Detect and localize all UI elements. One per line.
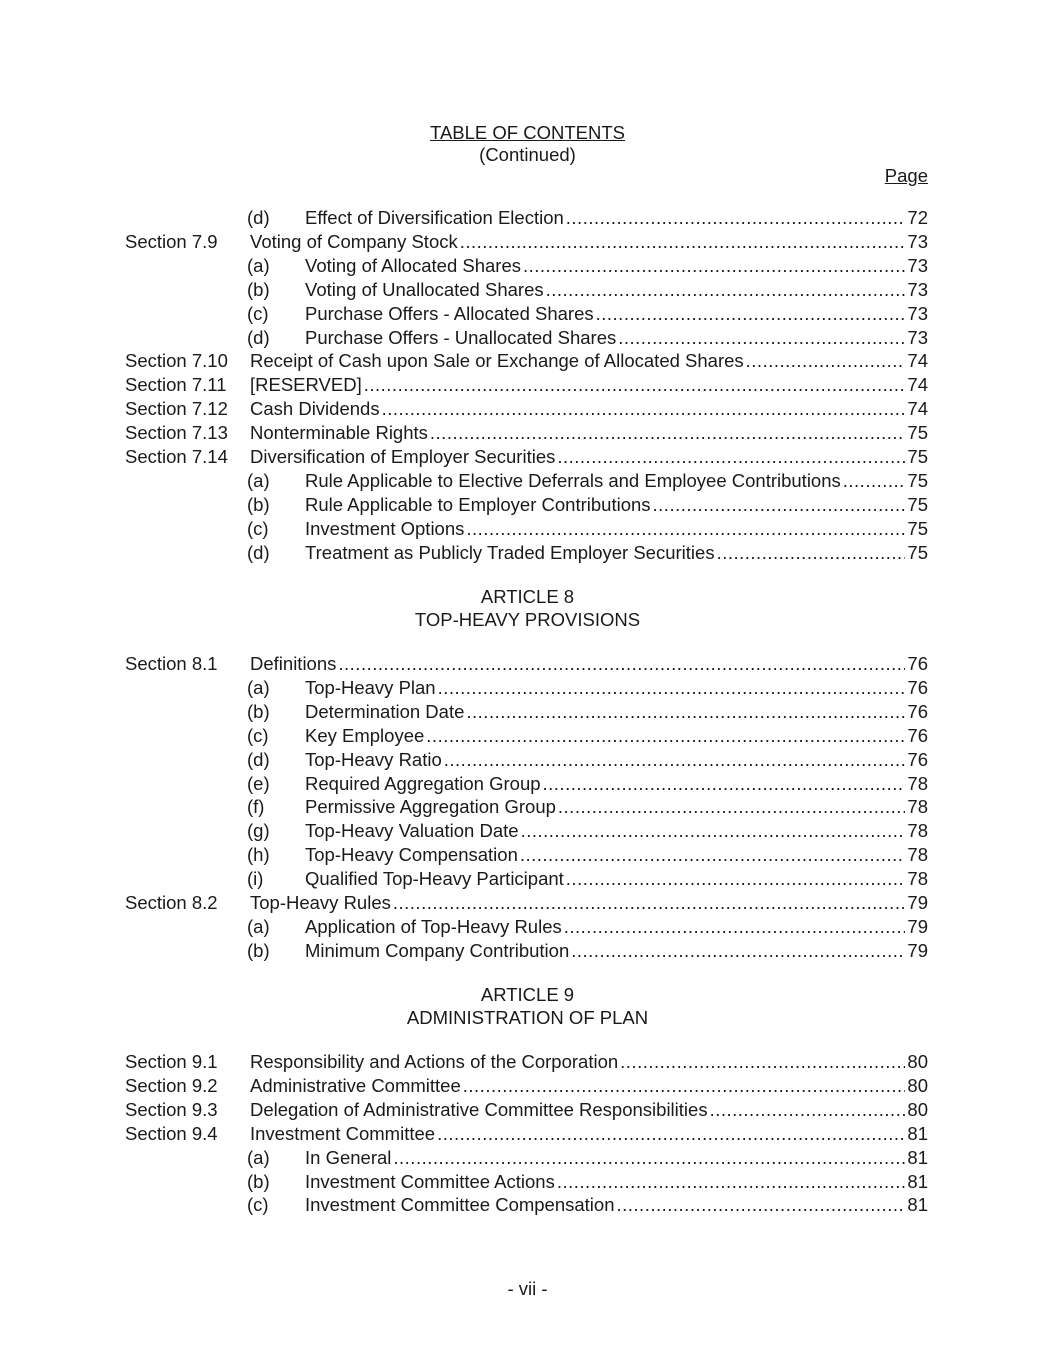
toc-dot-leader (438, 676, 906, 700)
toc-entry[interactable] (0, 843, 1055, 867)
toc-subsection-letter: (d) (247, 541, 270, 563)
toc-page-number: 79 (907, 939, 928, 961)
toc-subsection-letter: (h) (247, 844, 270, 866)
toc-page-number: 81 (907, 1170, 928, 1192)
toc-entry-title: Delegation of Administrative Committee Responsibilities (250, 1098, 708, 1120)
toc-leader-line (250, 1050, 928, 1074)
toc-dot-leader (546, 278, 906, 302)
toc-section-number: Section 7.12 (125, 398, 228, 420)
toc-entry[interactable] (0, 278, 1055, 302)
toc-entry[interactable] (0, 915, 1055, 939)
toc-entry[interactable] (0, 302, 1055, 326)
toc-leader-line (305, 676, 928, 700)
toc-dot-leader (466, 700, 905, 724)
toc-entry-title: Purchase Offers - Allocated Shares (305, 302, 594, 324)
toc-dot-leader (444, 748, 906, 772)
toc-entry[interactable] (0, 867, 1055, 891)
toc-subsection-letter: (d) (247, 326, 270, 348)
toc-section-number: Section 7.9 (125, 230, 218, 252)
toc-entry-title: Treatment as Publicly Traded Employer Securities (305, 541, 715, 563)
toc-entry[interactable] (0, 939, 1055, 963)
toc-leader-line (305, 541, 928, 565)
toc-leader-line (250, 891, 928, 915)
toc-dot-leader (520, 843, 906, 867)
toc-entry-title: Investment Committee Actions (305, 1170, 555, 1192)
toc-entry-title: Effect of Diversification Election (305, 207, 564, 228)
toc-leader-line (305, 1193, 928, 1217)
toc-page-number: 72 (907, 207, 928, 228)
toc-page-number: 81 (907, 1122, 928, 1144)
toc-entry-title: Application of Top-Heavy Rules (305, 915, 562, 937)
toc-page-number: 76 (907, 724, 928, 746)
toc-dot-leader (543, 772, 906, 796)
toc-subsection-letter: (a) (247, 676, 270, 698)
toc-entry-title: Top-Heavy Plan (305, 676, 436, 698)
toc-section-number: Section 9.1 (125, 1051, 218, 1072)
toc-subsection-letter: (c) (247, 517, 269, 539)
toc-entry[interactable] (0, 1050, 1055, 1074)
toc-page-number: 80 (907, 1074, 928, 1096)
toc-leader-line (250, 445, 928, 469)
toc-dot-leader (382, 397, 906, 421)
toc-section-number: Section 7.13 (125, 422, 228, 444)
toc-page-number: 74 (907, 374, 928, 396)
toc-entry[interactable] (0, 230, 1055, 254)
toc-entry[interactable] (0, 1098, 1055, 1122)
toc-page-number: 78 (907, 772, 928, 794)
toc-entry-title: Voting of Allocated Shares (305, 254, 521, 276)
toc-leader-line (305, 843, 928, 867)
toc-subsection-letter: (a) (247, 469, 270, 491)
toc-page-number: 79 (907, 915, 928, 937)
toc-subsection-letter: (a) (247, 915, 270, 937)
toc-leader-line (305, 1146, 928, 1170)
toc-section-number: Section 7.10 (125, 350, 228, 372)
toc-entry[interactable] (0, 206, 1055, 230)
toc-page-number: 75 (907, 469, 928, 491)
toc-entry[interactable] (0, 1122, 1055, 1146)
toc-entry-title: Purchase Offers - Unallocated Shares (305, 326, 617, 348)
toc-dot-leader (618, 326, 905, 350)
toc-page-number: 78 (907, 844, 928, 866)
toc-dot-leader (564, 915, 906, 939)
toc-entry-title: [RESERVED] (250, 374, 362, 396)
toc-entry[interactable] (0, 1146, 1055, 1170)
toc-dot-leader (364, 373, 906, 397)
toc-leader-line (250, 230, 928, 254)
toc-entry-title: Voting of Unallocated Shares (305, 278, 544, 300)
toc-page-number: 81 (907, 1194, 928, 1216)
toc-entry-title: Cash Dividends (250, 398, 380, 420)
toc-leader-line (305, 724, 928, 748)
toc-dot-leader (571, 939, 905, 963)
toc-entry[interactable] (0, 1074, 1055, 1098)
toc-entry[interactable] (0, 421, 1055, 445)
toc-entry-title: Top-Heavy Valuation Date (305, 820, 519, 842)
toc-entry[interactable] (0, 891, 1055, 915)
toc-entry-title: Top-Heavy Compensation (305, 844, 518, 866)
toc-page-number: 75 (907, 422, 928, 444)
toc-entry[interactable] (0, 541, 1055, 565)
toc-leader-line (250, 652, 928, 676)
toc-page-number: 80 (907, 1098, 928, 1120)
article-9-title: ADMINISTRATION OF PLAN (406, 1007, 649, 1028)
toc-subsection-letter: (e) (247, 772, 270, 794)
toc-dot-leader (617, 1193, 906, 1217)
toc-entry[interactable] (0, 772, 1055, 796)
toc-section-number: Section 9.4 (125, 1122, 218, 1144)
toc-page-number: 81 (907, 1146, 928, 1168)
toc-entry-title: Top-Heavy Rules (250, 892, 391, 913)
toc-entry-title: Top-Heavy Ratio (305, 748, 442, 770)
toc-entry-title: Investment Committee Compensation (305, 1194, 615, 1216)
toc-continued-label: (Continued) (479, 144, 576, 165)
toc-entry[interactable] (0, 469, 1055, 493)
toc-entry-title: Required Aggregation Group (305, 772, 541, 794)
toc-page-number: 78 (907, 820, 928, 842)
page-column-label: Page (884, 165, 928, 186)
toc-subsection-letter: (c) (247, 1194, 269, 1216)
toc-entry[interactable] (0, 254, 1055, 278)
toc-page-number: 73 (907, 278, 928, 300)
toc-leader-line (305, 254, 928, 278)
toc-subsection-letter: (c) (247, 302, 269, 324)
toc-dot-leader (393, 1146, 905, 1170)
toc-leader-line (305, 469, 928, 493)
toc-entry-title: Receipt of Cash upon Sale or Exchange of Allocated Shares (250, 350, 744, 372)
toc-leader-line (305, 795, 928, 819)
toc-section-number: Section 9.3 (125, 1098, 218, 1120)
toc-entry-title: Rule Applicable to Employer Contributions (305, 493, 651, 515)
toc-subsection-letter: (d) (247, 748, 270, 770)
toc-page-number: 73 (907, 326, 928, 348)
toc-leader-line (305, 517, 928, 541)
toc-subsection-letter: (b) (247, 939, 270, 961)
toc-entry[interactable] (0, 373, 1055, 397)
toc-leader-line (250, 421, 928, 445)
toc-entry[interactable] (0, 349, 1055, 373)
toc-subsection-letter: (b) (247, 700, 270, 722)
toc-leader-line (250, 1074, 928, 1098)
toc-entry[interactable] (0, 493, 1055, 517)
toc-page-number: 79 (907, 892, 928, 913)
article-8-number: ARTICLE 8 (480, 586, 575, 607)
toc-entry-title: Investment Options (305, 517, 465, 539)
toc-leader-line (250, 349, 928, 373)
toc-subsection-letter: (d) (247, 207, 270, 228)
toc-dot-leader (843, 469, 906, 493)
toc-section-number: Section 8.1 (125, 653, 218, 674)
toc-entry[interactable] (0, 819, 1055, 843)
toc-dot-leader (430, 421, 906, 445)
toc-dot-leader (426, 724, 905, 748)
toc-section-number: Section 7.11 (125, 374, 227, 396)
toc-entry-title: Responsibility and Actions of the Corporation (250, 1051, 619, 1072)
toc-entry-title: Determination Date (305, 700, 465, 722)
toc-page-number: 78 (907, 796, 928, 818)
toc-dot-leader (393, 891, 906, 915)
toc-entry-title: Permissive Aggregation Group (305, 796, 556, 818)
toc-page-number: 74 (907, 398, 928, 420)
toc-leader-line (305, 819, 928, 843)
toc-leader-line (305, 1170, 928, 1194)
toc-entry-title: Investment Committee (250, 1122, 436, 1144)
toc-dot-leader (466, 517, 905, 541)
toc-dot-leader (463, 1074, 906, 1098)
toc-entry[interactable] (0, 724, 1055, 748)
toc-leader-line (305, 867, 928, 891)
toc-dot-leader (717, 541, 906, 565)
toc-leader-line (250, 373, 928, 397)
toc-subsection-letter: (a) (247, 254, 270, 276)
toc-subsection-letter: (c) (247, 724, 269, 746)
toc-page-number: 75 (907, 493, 928, 515)
toc-dot-leader (566, 867, 906, 891)
toc-leader-line (250, 1098, 928, 1122)
toc-entry-title: Voting of Company Stock (250, 230, 458, 252)
toc-section-number: Section 8.2 (125, 892, 218, 913)
toc-dot-leader (460, 230, 906, 254)
article-9-number: ARTICLE 9 (480, 984, 575, 1005)
toc-subsection-letter: (a) (247, 1146, 270, 1168)
toc-page-number: 76 (907, 748, 928, 770)
toc-dot-leader (437, 1122, 905, 1146)
toc-section-number: Section 7.14 (125, 446, 228, 467)
toc-dot-leader (338, 652, 905, 676)
toc-dot-leader (620, 1050, 905, 1074)
toc-entry[interactable] (0, 652, 1055, 676)
toc-section-number: Section 9.2 (125, 1074, 218, 1096)
toc-dot-leader (710, 1098, 906, 1122)
toc-page-number: 75 (907, 541, 928, 563)
toc-leader-line (305, 278, 928, 302)
toc-leader-line (305, 772, 928, 796)
toc-page-number: 73 (907, 230, 928, 252)
toc-leader-line (305, 939, 928, 963)
toc-page-number: 75 (907, 446, 928, 467)
toc-entry[interactable] (0, 676, 1055, 700)
toc-dot-leader (653, 493, 906, 517)
toc-subsection-letter: (f) (247, 796, 265, 818)
toc-dot-leader (596, 302, 906, 326)
toc-leader-line (305, 302, 928, 326)
article-8-title: TOP-HEAVY PROVISIONS (414, 609, 641, 630)
toc-subsection-letter: (g) (247, 820, 270, 842)
toc-subsection-letter: (b) (247, 493, 270, 515)
toc-entry[interactable] (0, 795, 1055, 819)
toc-subsection-letter: (i) (247, 868, 264, 890)
toc-dot-leader (523, 254, 905, 278)
toc-entry-title: Rule Applicable to Elective Deferrals and Employee Contributions (305, 469, 841, 491)
toc-subsection-letter: (b) (247, 278, 270, 300)
toc-leader-line (305, 206, 928, 230)
toc-entry[interactable] (0, 445, 1055, 469)
toc-page-number: 73 (907, 254, 928, 276)
toc-page-number: 76 (907, 676, 928, 698)
page-number-footer: - vii - (507, 1278, 548, 1299)
toc-page-number: 74 (907, 350, 928, 372)
toc-entry-title: Qualified Top-Heavy Participant (305, 868, 564, 890)
toc-leader-line (305, 915, 928, 939)
toc-leader-line (250, 1122, 928, 1146)
toc-page-number: 80 (907, 1051, 928, 1072)
toc-dot-leader (557, 445, 905, 469)
toc-page-number: 78 (907, 868, 928, 890)
toc-entry[interactable] (0, 1193, 1055, 1217)
toc-leader-line (250, 397, 928, 421)
toc-entry-title: Nonterminable Rights (250, 422, 428, 444)
toc-entry-title: Administrative Committee (250, 1074, 461, 1096)
toc-entry-title: Diversification of Employer Securities (250, 446, 556, 467)
toc-leader-line (305, 748, 928, 772)
toc-entry[interactable] (0, 326, 1055, 350)
toc-entry-title: Key Employee (305, 724, 425, 746)
toc-title: TABLE OF CONTENTS (430, 122, 625, 143)
toc-dot-leader (557, 1170, 906, 1194)
toc-entry[interactable] (0, 700, 1055, 724)
toc-dot-leader (746, 349, 906, 373)
toc-page-number: 76 (907, 653, 928, 674)
toc-entry-title: In General (305, 1146, 392, 1168)
toc-page-number: 75 (907, 517, 928, 539)
toc-subsection-letter: (b) (247, 1170, 270, 1192)
toc-entry-title: Minimum Company Contribution (305, 939, 570, 961)
toc-page-number: 76 (907, 700, 928, 722)
toc-dot-leader (566, 206, 906, 230)
toc-entry[interactable] (0, 748, 1055, 772)
toc-dot-leader (521, 819, 906, 843)
toc-entry[interactable] (0, 397, 1055, 421)
toc-leader-line (305, 493, 928, 517)
toc-leader-line (305, 326, 928, 350)
toc-entry[interactable] (0, 517, 1055, 541)
toc-leader-line (305, 700, 928, 724)
toc-dot-leader (558, 795, 906, 819)
toc-entry[interactable] (0, 1170, 1055, 1194)
toc-entry-title: Definitions (250, 653, 337, 674)
toc-page-number: 73 (907, 302, 928, 324)
